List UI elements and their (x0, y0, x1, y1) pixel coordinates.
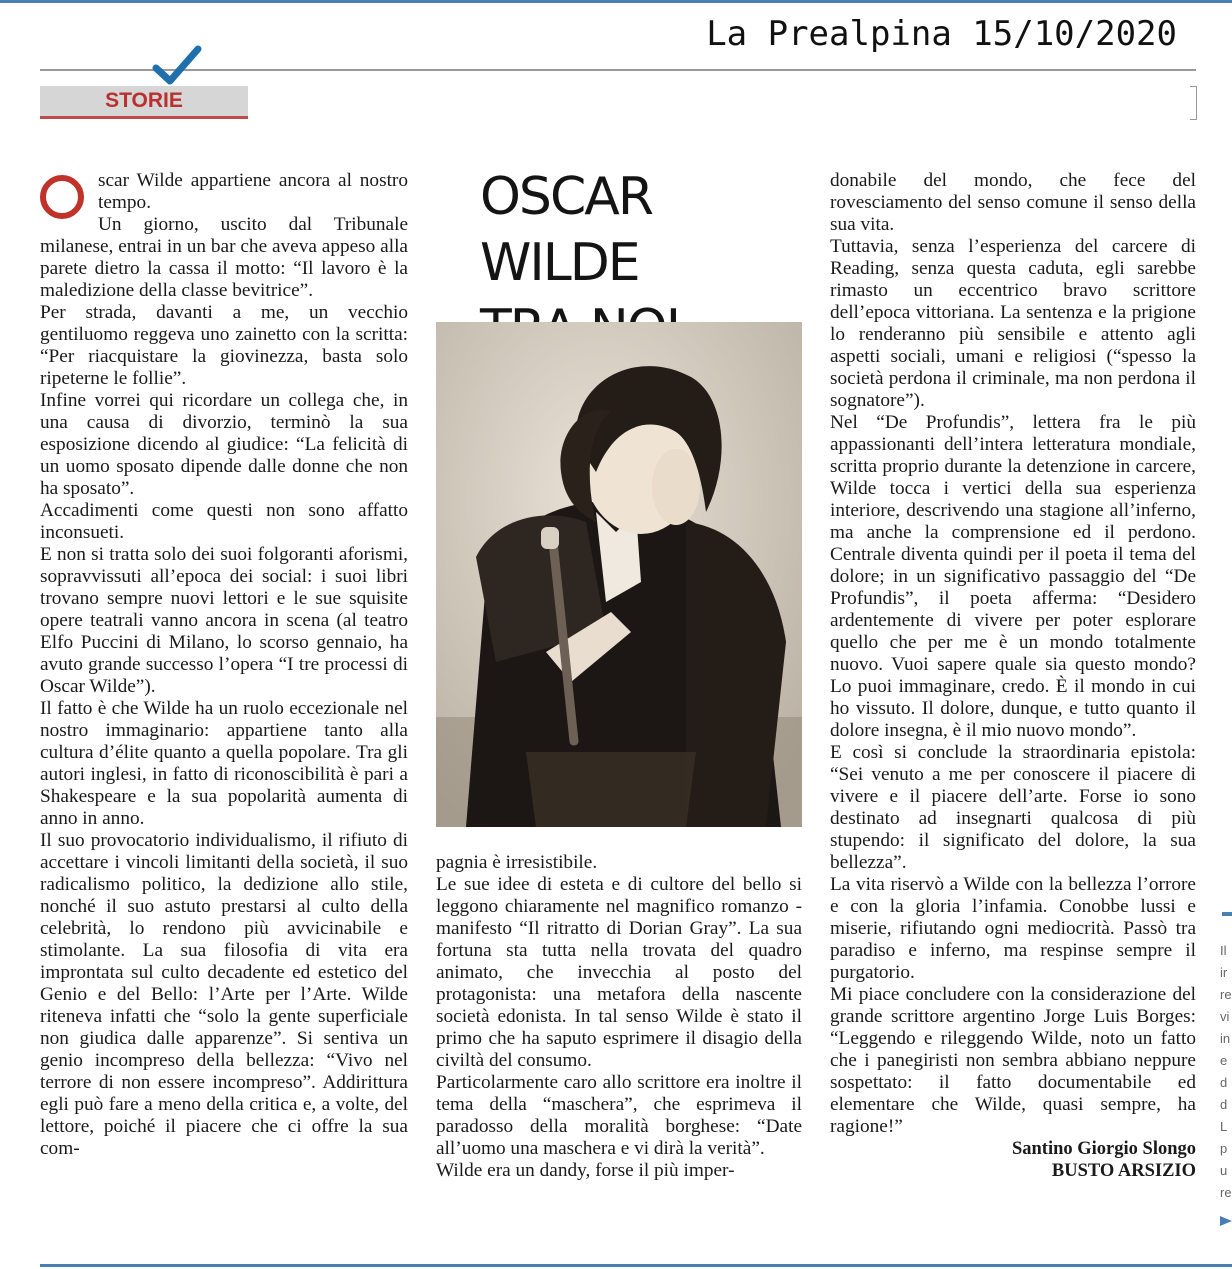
paragraph: E non si tratta solo dei suoi folgoranti aforismi, sopravvissuti all’epoca dei social: i suoi libri trovano sempre nuovi lettori e le sue squisite opere teatrali vanno ancora in scena (al teatro Elfo Puccini di Milano, lo scorso gennaio, ha avuto grande successo l’opera “I tre processi di Oscar Wilde”). (40, 544, 408, 697)
arrow-icon (1220, 1216, 1232, 1226)
top-border (0, 0, 1232, 3)
article-column-1 (40, 170, 408, 1160)
header-rule (40, 69, 1196, 71)
dropcap-o (40, 175, 84, 219)
paragraph: Le sue idee di esteta e di cultore del bello si leggono chiaramente nel magnifico romanzo - manifesto “Il ritratto di Dorian Gray”. La sua fortuna sta tutta nella trovata del quadro animato, che invecchia al posto del protagonista: una metafora della nascente società edonista. In tal senso Wilde è stato il primo che ha saputo esprimere il disagio della civiltà del consumo. (436, 874, 802, 1071)
article-column-3 (830, 170, 1196, 1182)
portrait-photo (436, 322, 802, 827)
paragraph: scar Wilde appartiene ancora al nostro tempo. (98, 170, 408, 213)
fragment-letter: u (1220, 1163, 1228, 1178)
checkmark-icon (150, 44, 204, 88)
paragraph: Mi piace concludere con la considerazione del grande scrittore argentino Jorge Luis Borges: “Leggendo e rileggendo Wilde, noto un fatto che i panegiristi non sembra abbiano neppure sospettato: il fatto documentabile ed elementare che Wilde, quasi sempre, ha ragione!” (830, 984, 1196, 1137)
fragment-letter: re (1220, 987, 1232, 1002)
fragment-letter: d (1220, 1075, 1228, 1090)
bottom-border (40, 1264, 1232, 1267)
paragraph: Per strada, davanti a me, un vecchio gentiluomo reggeva uno zainetto con la scritta: “Per riacquistare la giovinezza, basta solo ripeterne le follie”. (40, 302, 408, 389)
fragment-letter: L (1220, 1119, 1228, 1134)
fragment-letter: p (1220, 1141, 1228, 1156)
paragraph: Un giorno, uscito dal Tribunale milanese, entrai in un bar che aveva appeso alla parete dietro la cassa il motto: “Il lavoro è la maledizione della classe bevitrice”. (40, 214, 408, 301)
paragraph: Tuttavia, senza l’esperienza del carcere di Reading, senza questa caduta, egli sarebbe rimasto un eccentrico bravo scrittore dell’epoca vittoriana. La sentenza e la prigione lo renderanno più sensibile e attento agli aspetti sociali, umani e religiosi (“spesso la società perdona il criminale, ma non perdona il sognatore”). (830, 236, 1196, 411)
paragraph: pagnia è irresistibile. (436, 852, 598, 873)
headline-line-1: OSCAR WILDE (480, 167, 652, 293)
fragment-letter: e (1220, 1053, 1228, 1068)
paragraph: Accadimenti come questi non sono affatto inconsueti. (40, 500, 408, 543)
paragraph: E così si conclude la straordinaria epistola: “Sei venuto a me per conoscere il piacere di vivere e il piacere dell’arte. Forse io sono destinato ad insegnarti qualcosa di più stupendo: il significato del dolore, la sua bellezza”. (830, 742, 1196, 873)
fragment-letter: Il (1220, 943, 1227, 958)
fragment-letter: d (1220, 1097, 1228, 1112)
paragraph: Infine vorrei qui ricordare un collega che, in una causa di divorzio, terminò la sua esposizione dicendo al giudice: “La felicità di un uomo sposato dipende dalle donne che non ha sposato”. (40, 390, 408, 499)
corner-mark (1190, 86, 1197, 120)
paragraph: Il suo provocatorio individualismo, il rifiuto di accettare i vincoli limitanti della società, il suo radicalismo politico, la dedizione allo stile, nonché il suo astuto prestarsi al culto della celebrità, lo rendono più avvicinabile e stimolante. La sua filosofia di vita era improntata sul culto decadente ed estetico del Genio e del Bello: l’Arte per l’Arte. Wilde riteneva infatti che “solo la gente superficiale non giudica dalle apparenze”. Si sentiva un genio incompreso della bellezza: “Vivo nel terrore di non essere incompreso”. Addirittura egli può fare a meno della critica e, a volte, del lettore, poiché il piacere che ci offre la sua com- (40, 830, 408, 1159)
fragment-letter: in (1220, 1031, 1231, 1046)
fragment-letter: vi (1220, 1009, 1230, 1024)
paragraph: Nel “De Profundis”, lettera fra le più appassionanti dell’intera letteratura mondiale, scritta proprio durante la detenzione in carcere, Wilde tocca i vertici della sua esperienza interiore, descrivendo una stagione all’inferno, ma anche la comprensione ed il perdono. Centrale diventa quindi per il poeta il tema del dolore; in un significativo passaggio del “De Profundis”, il poeta afferma: “Desidero ardentemente di vivere per poter esplorare quello che per me è un mondo totalmente nuovo. Vuoi sapere quale sia questo mondo? Lo puoi immaginare, credo. È il mondo in cui ho vissuto. Il dolore, dunque, e tutto quanto il dolore insegna, è il mio nuovo mondo”. (830, 412, 1196, 741)
portrait-illustration (436, 322, 802, 827)
paragraph: Wilde era un dandy, forse il più imper- (436, 1160, 735, 1181)
adjacent-article-fragment (1220, 940, 1232, 1204)
paragraph: Particolarmente caro allo scrittore era inoltre il tema della “maschera”, che esprimeva il paradosso della moralità borghese: “Date all’uomo una maschera e vi dirà la verità”. (436, 1072, 802, 1159)
paragraph: La vita riservò a Wilde con la bellezza l’orrore e con la gloria l’infamia. Conobbe lussi e miserie, rifiutando ogni mediocrità. Passò tra paradiso e inferno, ma respinse sempre il purgatorio. (830, 874, 1196, 983)
paragraph: Il fatto è che Wilde ha un ruolo eccezionale nel nostro immaginario: appartiene tanto alla cultura d’élite quanto a quella popolare. Tra gli autori inglesi, in fatto di riconoscibilità è pari a Shakespeare e la sua popolarità aumenta di anno in anno. (40, 698, 408, 829)
author-location: BUSTO ARSIZIO (1051, 1161, 1196, 1181)
masthead: La Prealpina 15/10/2020 (706, 14, 1177, 54)
section-label: STORIE (40, 86, 248, 119)
fragment-letter: ir (1220, 965, 1228, 980)
paragraph: donabile del mondo, che fece del rovesciamento del senso comune il senso della sua vita. (830, 170, 1196, 235)
author-name: Santino Giorgio Slongo (1011, 1139, 1196, 1159)
article-column-2 (436, 852, 802, 1182)
fragment-letter: re (1220, 1185, 1232, 1200)
next-column-marker (1222, 912, 1232, 916)
